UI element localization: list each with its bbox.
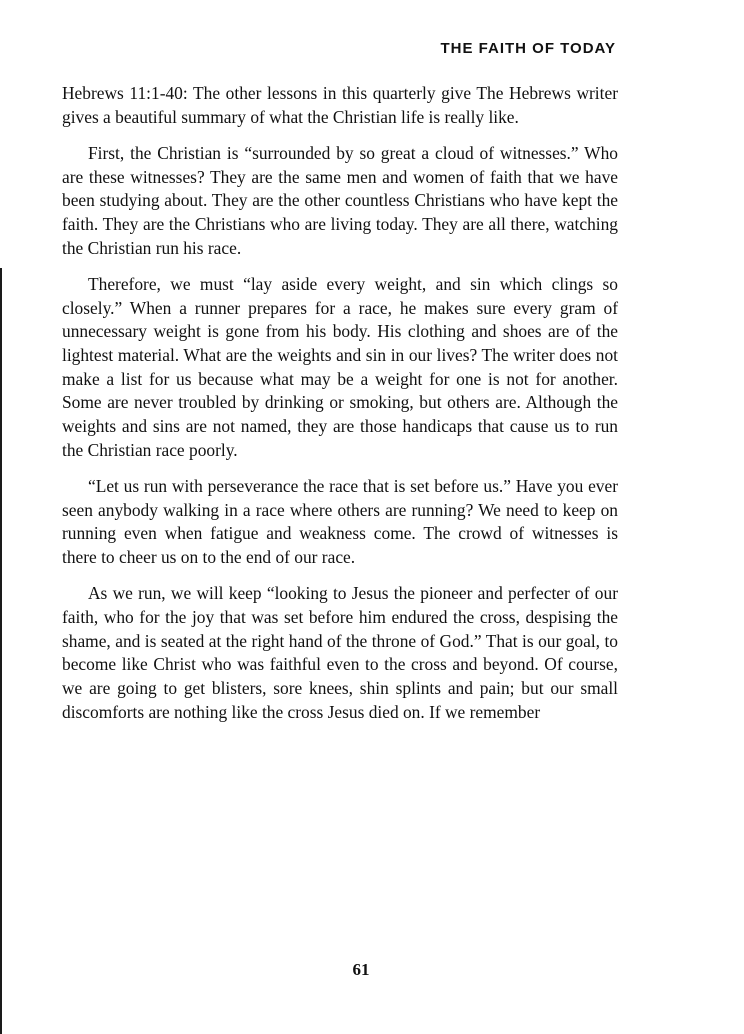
paragraph-2: First, the Christian is “surrounded by so great a cloud of witnesses.” Who are these witnesses? They are the same men and women of faith that we have been studying about. They are the other countless Christians who have kept the faith. They are the Christians who are living today. They are all there, watching the Christian run his race. [62,142,618,258]
paragraph-4: “Let us run with perseverance the race that is set before us.” Have you ever seen anybody walking in a race where others are running? We need to keep on running even when fatigue and weakness come. The crowd of witnesses is there to cheer us on to the end of our race. [62,476,618,568]
paragraph-1-text: The other lessons in this quarterly give The Hebrews writer gives a beautiful summary of what the Christian life is really like. [62,83,618,127]
running-head: THE FAITH OF TODAY [440,40,616,57]
paragraph-3: Therefore, we must “lay aside every weight, and sin which clings so closely.” When a runner prepares for a race, he makes sure every gram of unnecessary weight is gone from his body. His clothing and shoes are of the lightest material. What are the weights and sin in our lives? The writer does not make a list for us because what may be a weight for one is not for another. Some are never troubled by drinking or smoking, but others are. Although the weights and sins are not named, they are those handicaps that cause us to run the Christian race poorly. [62,273,618,460]
body-text [62,82,618,737]
page-number: 61 [352,960,370,979]
paragraph-5: As we run, we will keep “looking to Jesus the pioneer and perfecter of our faith, who for the joy that was set before him endured the cross, despising the shame, and is seated at the right hand of the throne of God.” That is our goal, to become like Christ who was faithful even to the cross and beyond. Of course, we are going to get blisters, sore knees, shin splints and pain; but our small discomforts are nothing like the cross Jesus died on. If we remember [62,583,618,722]
paragraph-1 [62,82,618,129]
page-edge-shadow [0,268,2,1034]
scripture-reference: Hebrews 11:1-40: [62,83,188,103]
